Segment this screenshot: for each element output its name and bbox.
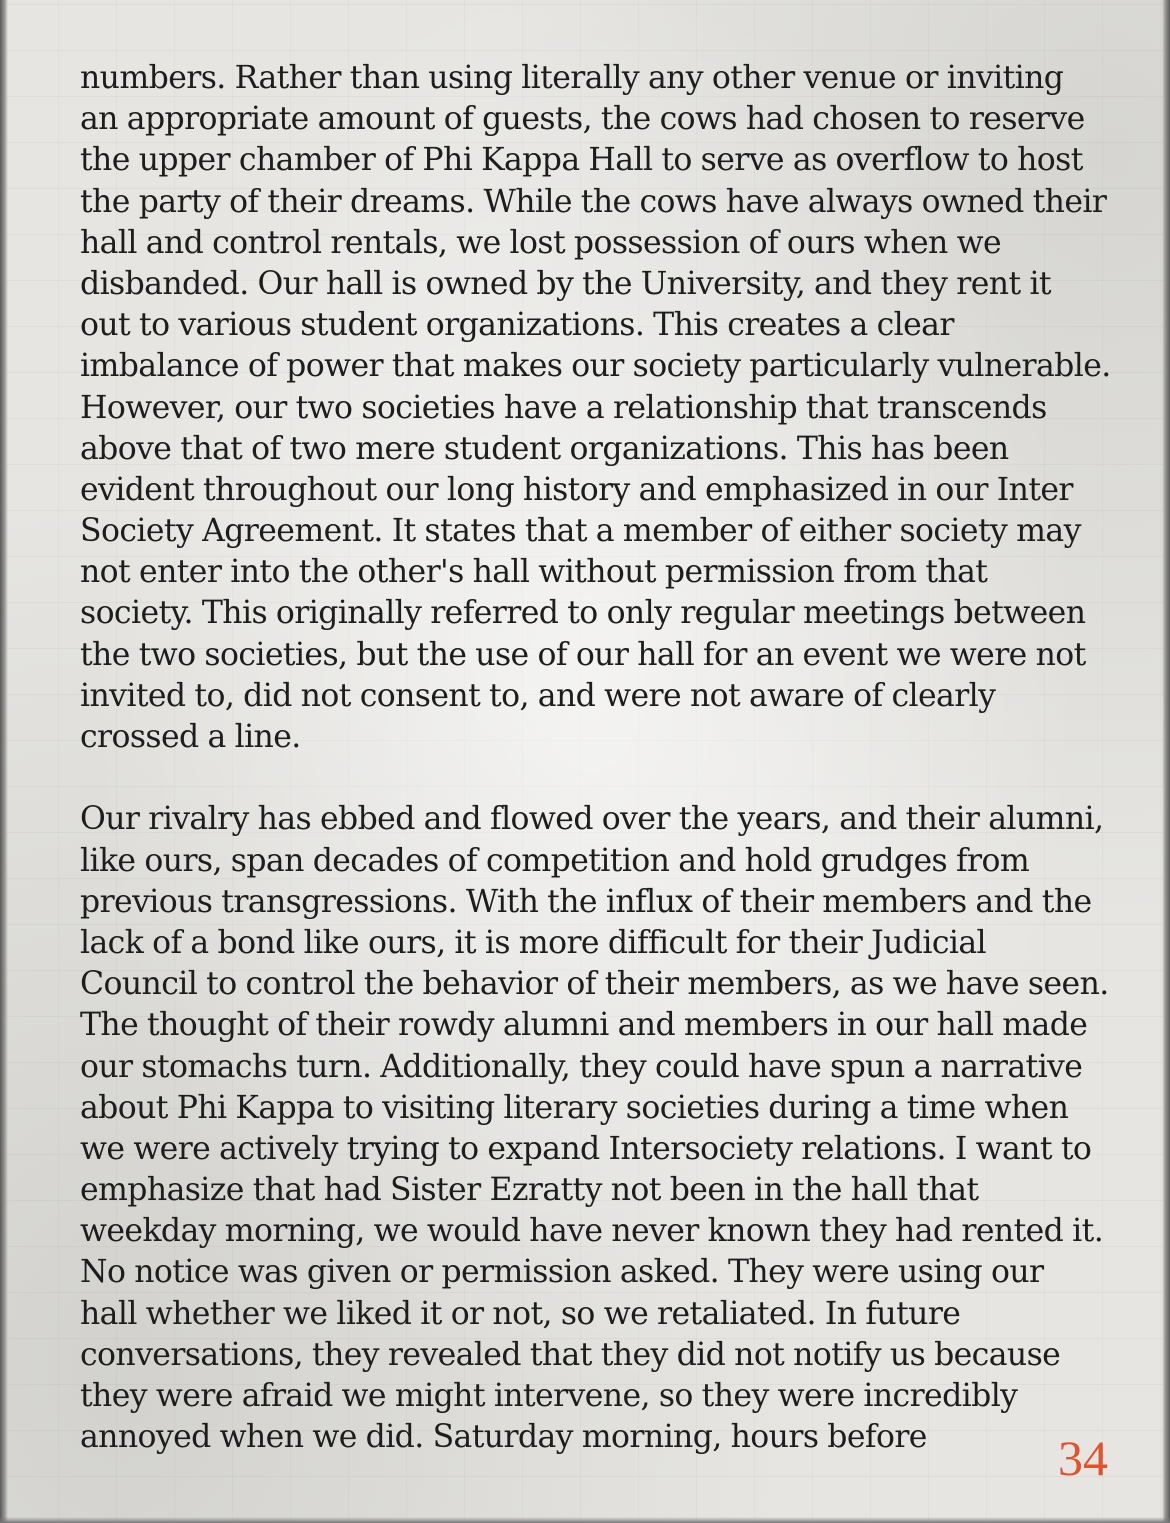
text-line: we were actively trying to expand Intersociety relations. I want to: [80, 1130, 1092, 1167]
text-line: out to various student organizations. This creates a clear: [80, 307, 954, 344]
text-line: annoyed when we did. Saturday morning, hours before: [80, 1419, 927, 1456]
text-line: the upper chamber of Phi Kappa Hall to serve as overflow to host: [80, 142, 1083, 179]
text-line: emphasize that had Sister Ezratty not been in the hall that: [80, 1172, 979, 1209]
page-edge-left: [0, 0, 8, 1523]
text-line: society. This originally referred to only regular meetings between: [80, 595, 1086, 632]
text-line: above that of two mere student organizations. This has been: [80, 430, 1009, 467]
text-line: invited to, did not consent to, and were not aware of clearly: [80, 677, 996, 714]
text-line: an appropriate amount of guests, the cows had chosen to reserve: [80, 101, 1085, 138]
text-line: disbanded. Our hall is owned by the University, and they rent it: [80, 265, 1051, 302]
text-line: not enter into the other's hall without permission from that: [80, 554, 988, 591]
text-line: about Phi Kappa to visiting literary societies during a time when: [80, 1089, 1069, 1126]
text-line: Society Agreement. It states that a member of either society may: [80, 513, 1081, 550]
text-line: they were afraid we might intervene, so they were incredibly: [80, 1378, 1018, 1414]
text-line: the two societies, but the use of our hall for an event we were not: [80, 636, 1086, 673]
text-line: the party of their dreams. While the cows have always owned their: [80, 183, 1107, 220]
text-line: lack of a bond like ours, it is more difficult for their Judicial: [80, 924, 987, 961]
text-line: However, our two societies have a relationship that transcends: [80, 389, 1047, 426]
text-line: evident throughout our long history and emphasized in our Inter: [80, 471, 1073, 508]
page-edge-bottom: [0, 1517, 1170, 1523]
page-number: 34: [1058, 1430, 1108, 1486]
paragraph-gap: [80, 758, 1120, 799]
paragraph-1: [80, 58, 1120, 758]
text-line: numbers. Rather than using literally any other venue or inviting: [80, 60, 1064, 96]
text-line: crossed a line.: [80, 719, 301, 755]
text-line: Council to control the behavior of their members, as we have seen.: [80, 966, 1109, 1003]
text-line: The thought of their rowdy alumni and members in our hall made: [80, 1007, 1088, 1044]
text-line: hall and control rentals, we lost possession of ours when we: [80, 224, 1002, 261]
text-line: conversations, they revealed that they did not notify us because: [80, 1336, 1061, 1373]
text-line: weekday morning, we would have never known they had rented it.: [80, 1213, 1104, 1250]
body-text: [80, 58, 1120, 1458]
text-line: our stomachs turn. Additionally, they could have spun a narrative: [80, 1048, 1083, 1085]
text-line: previous transgressions. With the influx of their members and the: [80, 883, 1092, 920]
text-line: hall whether we liked it or not, so we retaliated. In future: [80, 1295, 961, 1332]
page-edge-right: [1162, 0, 1170, 1523]
text-line: imbalance of power that makes our society particularly vulnerable.: [80, 348, 1111, 385]
text-line: Our rivalry has ebbed and flowed over the years, and their alumni,: [80, 801, 1104, 838]
text-line: No notice was given or permission asked. They were using our: [80, 1254, 1044, 1291]
paragraph-2: [80, 799, 1120, 1458]
text-line: like ours, span decades of competition and hold grudges from: [80, 842, 1030, 879]
